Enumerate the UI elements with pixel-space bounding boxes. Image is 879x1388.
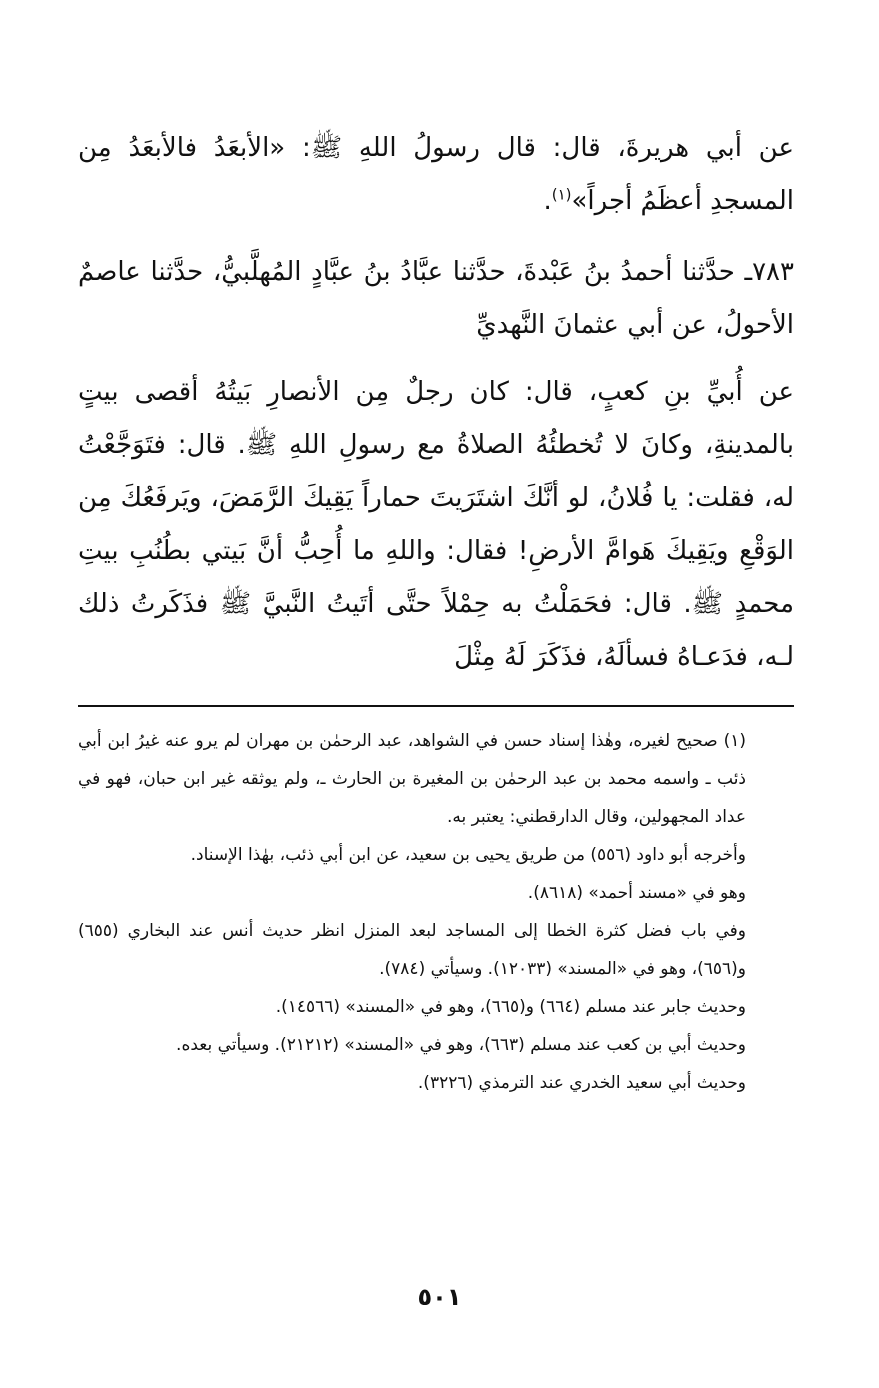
footnote-reference: (١) — [551, 185, 572, 204]
footnote-item: (١) صحيح لغيره، وهٰذا إسناد حسن في الشواهد، عبد الرحمٰن بن مهران لم يرو عنه غيرُ ابن أبي ذئب ـ واسمه محمد بن عبد الرحمٰن بن المغيرة بن الحارث ـ، ولم يوثقه غير ابن حبان، فهو في عداد المجهولين، وقال الدارقطني: يعتبر به. — [78, 731, 746, 827]
isnad-paragraph: ٧٨٣ـ حدَّثنا أحمدُ بنُ عَبْدةَ، حدَّثنا عبَّادُ بنُ عبَّادٍ المُهلَّبيُّ، حدَّثنا عاصمٌ الأحولُ، عن أبي عثمانَ النَّهديِّ — [78, 257, 794, 340]
footnotes-section — [78, 722, 794, 1102]
footnote-item: وهو في «مسند أحمد» (٨٦١٨). — [527, 883, 746, 903]
footnote-divider — [78, 705, 794, 707]
paragraph-end: . — [543, 186, 552, 216]
footnote-item: وحديث أبي بن كعب عند مسلم (٦٦٣)، وهو في «المسند» (٢١٢١٢). وسيأتي بعده. — [176, 1035, 746, 1055]
paragraph-text: عن أبي هريرةَ، قال: قال رسولُ اللهِ ﷺ: «الأبعَدُ فالأبعَدُ مِن المسجدِ أعظَمُ أجراً» — [78, 133, 794, 216]
page-number: ٥٠١ — [417, 1283, 462, 1311]
footnote-item: وحديث أبي سعيد الخدري عند الترمذي (٣٢٢٦). — [417, 1073, 746, 1093]
footnote-item: وأخرجه أبو داود (٥٥٦) من طريق يحيى بن سعيد، عن ابن أبي ذئب، بهٰذا الإسناد. — [190, 845, 746, 865]
footnote-item: وفي باب فضل كثرة الخطا إلى المساجد لبعد المنزل انظر حديث أنس عند البخاري (٦٥٥) و(٦٥٦)، وهو في «المسند» (١٢٠٣٣). وسيأتي (٧٨٤). — [78, 921, 746, 979]
hadith-text-paragraph-2: عن أُبيِّ بنِ كعبٍ، قال: كان رجلٌ مِن الأنصارِ بَيتُهُ أقصى بيتٍ بالمدينةِ، وكانَ لا تُخطئُهُ الصلاةُ مع رسولِ اللهِ ﷺ. قال: فتَوَجَّعْتُ له، فقلت: يا فُلانُ، لو أنَّكَ اشتَرَيتَ حماراً يَقِيكَ الرَّمَضَ، ويَرفَعُكَ مِن الوَقْعِ ويَقِيكَ هَوامَّ الأرضِ! فقال: واللهِ ما أُحِبُّ أنَّ بَيتي بطُنُبِ بيتِ محمدٍ ﷺ. قال: فحَمَلْتُ به حِمْلاً حتَّى أتَيتُ النَّبيَّ ﷺ فذَكَرتُ ذلك لـه، فدَعـاهُ فسألَهُ، فذَكَرَ لَهُ مِثْلَ — [78, 377, 794, 672]
footnote-item: وحديث جابر عند مسلم (٦٦٤) و(٦٦٥)، وهو في «المسند» (١٤٥٦٦). — [275, 997, 746, 1017]
hadith-text-paragraph — [78, 122, 794, 228]
